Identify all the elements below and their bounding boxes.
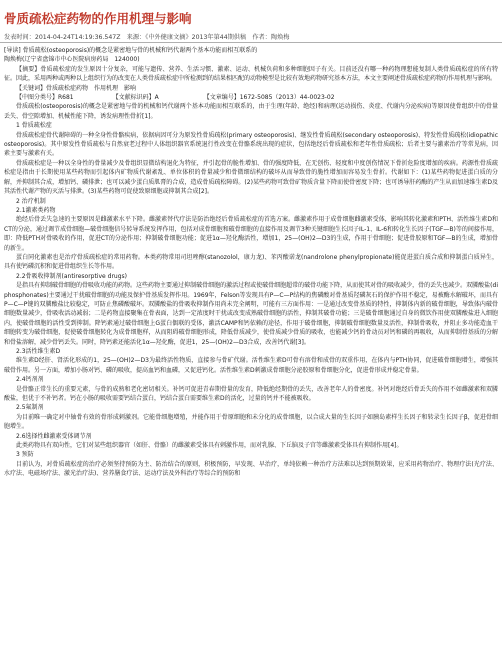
section-3-para-1: 目前认为，对骨质疏松症的治疗必须坚持预防为主、防治结合的原则，积极预防，早发现、早治疗，单纯依赖一种治疗方法难以达到预期效果，应采用药物治疗、物理疗法(光疗法、水疗法、电磁场疗法、激光治疗法)、营养膳食疗法、运动疗法及外科治疗等综合的预防和 [4,460,498,478]
section-3-heading: 3 预防 [16,451,34,459]
section-2-3-heading: 2.3活性维生素D [16,348,61,355]
classification-line: 【中图分类号】R681 【文献标识码】A 【文章编号】1672-5085（2013）44-0023-02 [16,94,335,102]
section-2-6-para-1: 此类药物具有双向性，它们对某些组织器官（如肝、骨骼）的雌激素受体具有刺激作用，而对乳腺、下丘脑及子宫等雌激素受体具有抑制作用[4]。 [16,442,403,450]
header-divider [0,42,502,43]
section-1-para-2: 骨质疏松症是一种以全身性的骨量减少及骨组织显微结构退化为特征，并引起骨的脆性增加、骨的强度降低，在无创伤、轻度和中度创伤情况下骨折危险度增加的疾病。药源性骨质疏松症是指由于长期使用某些药物而引起体内矿物质代谢紊乱、单位体积的骨量减少和骨微细结构的破坏从而导致骨的脆性增加而容易发生骨折。代谢如下：(1)某些药物促进蛋白质的分解，并抑制其合成，增加钙、磷排泄；也可以减少蛋白质肌膏的合成，造成骨质疏松障碍。(2)某些药物可致骨矿物质含量下降而使骨密度下降；也可诱导肝药酶的产生从而加速维生素D及其活性代谢产物的灭活与排泄。(3)某些药物可促使致原细胞或抑制其合成[2]。 [4,159,498,196]
publication-meta: 发表时间：2014-04-24T14:19:36.547Z 来源：《中外健康文摘》2013年第44期供稿 作者：陶焕梅 [4,34,290,41]
article-body [4,46,498,479]
guide-line: [导读] 骨质疏松(osteoporosis)的概念是紧密地与骨的机械和钙代谢两个基本功能而相互联系的 [4,47,258,54]
section-2-1-para-2: 蛋白同化激素也是治疗骨质疏松症的常用药物。本类药物常用司坦唑醇(stanozolol，康力龙)、苯丙酸诺龙(nandrolone phenylpropionate)能促进蛋白质合成和抑制蛋白质异生，具有使钙磷沉积和促进骨组织生长等作用。 [4,253,498,271]
section-2-2-para-1: 是指具有抑制破骨细胞的骨吸收功能的药物。这些药物主要通过抑制破骨细胞的激活过程或使破骨细胞超常的破骨功能下降，从而使其对骨的吸收减少，骨的丢失也减少。双膦酸盐(diphosphonates)主要通过干扰破骨细胞的功能及保护骨基质发挥作用。1969年，Felson等发现具有P—C—P结构的焦磷酸对骨基质羟磷灰石的保护作用不稳定，易被酶水解破坏，而具有P—C—P键的双膦酸盐比较稳定，可防止焦磷酸破坏。双膦酸盐的骨吸收抑制作用尚未完全阐明，可能有三方面作用：一是通过改变骨基质的特性，抑制体内新的破骨细胞，导致体内破骨细胞数量减少，骨吸收活动减弱；二是药物直接聚集在骨表面，达到一定浓度时干扰或改变成熟破骨细胞的活性，抑制其破骨功能；三是破骨细胞通过自身的微饮作用使双膦酸盐进入细胞内，使破骨细胞的活性受到抑制。降钙素通过破骨细胞上G蛋白偶联的受体，激活CAMP和钙依赖的途径，作用于破骨细胞，抑制破骨细胞数量及活性，抑制骨吸收，并阻止多功能造血干细胞转变为破骨细胞，促使破骨细胞转化为成骨细胞样，从而阻碍破骨细胞形成，降低骨质减少，使骨质减少骨质的吸收，也能减少钙的骨动员对钙和磷的再吸收，从而抑制骨基质的分解和骨盐溶解，减少骨钙丢失。同时，降钙素还能活化1α—羟化酶，促进1，25—(OH)2—D3合成，改善钙代谢[3]。 [4,282,498,346]
section-2-4-heading: 2.4钙剂剂 [16,376,44,384]
section-1-para-1: 骨质疏松症骨代谢障碍的一种全身性骨骼疾病，依据病因可分为原发性骨质疏松(primary osteoporosis)、继发性骨质疏松(secondary osteoporosis)、特发性骨质疏松(idiopathic osteoporosis)。其中原发性骨质疏松与自然衰老过程中人体组织器官系统退行性改变在骨骼系统出现的症状，包括绝经后骨质疏松和老年性骨质疏松；后者主要与激素治疗等常见病，因素主要与激素有关。 [4,131,498,158]
section-2-4-para-1: 是骨骼正常生长的重要元素，与骨的成熟和老化密切相关。补钙可促进青春期骨量的发育，降低绝经期骨的丢失，改善老年人的骨密度。补钙对绝经后骨丢失的作用不如雌激素和双膦酸盐，但优于不补钙者。钙在小肠的吸收需要钙结合蛋白，钙结合蛋白需要维生素D的活化，过量的钙并不能被吸收。 [4,385,498,403]
section-2-6-heading: 2.6选择性雌激素受体调节剂 [16,432,92,440]
section-2-1-para-1: 绝经后骨丢失急速的主要原因是雌激素水平下降。雌激素替代疗法是防治绝经后骨质疏松症的首选方案。雌激素作用于成骨细胞雌激素受体，影响其转化激素和PTH、活性维生素D和CT的分泌，通过调节成骨细胞—破骨细胞信号转导系统发挥作用，包括对成骨细胞和破骨细胞的直接作用及调节3种关键细胞生长因子IL-1、IL-6和转化生长因子(TGF—B)等的间接作用，即：降低PTH对骨吸收的作用，促进CT的分泌作用；抑制破骨细胞功能；促进1α—羟化酶活性，增加1，25—(OH)2—D3的生成，作用于骨细胞；促进骨胶原和TGF—B的生成，增加骨的新生。 [4,216,498,252]
section-2-1-heading: 2.1激素类药物 [16,206,56,214]
keywords: 【关键词】骨质疏松症药物 作用机理 影响 [16,84,137,92]
section-2-heading: 2 治疗机制 [16,197,46,205]
section-1-heading: 1 骨质疏松症 [16,122,52,130]
author-affiliation: 陶焕梅(辽宁省盘锦市中心医院病房药局 124000) [4,56,140,64]
abstract: 【摘要】骨质疏松症的发生原因十分复杂，可能与遗传、营养、生活习惯、激素、运动、机械负荷和多种细胞因子有关。目前还没有哪一种药物理想能复制人类骨质疏松症的所有特征。因此，采用两种或两种以上组织行为的改变在人类骨质疏松症中所检测到的结果相匹配的动物模型是比较有效地药物研究基本方法，本文主要阐述骨质疏松症药物的作用机理与影响。 [4,65,498,83]
section-2-3-para-1: 维生素D经肝、肾活化形成的1，25—(OH)2—D3为最终活性物质，直接参与骨矿代谢。活性维生素D可骨有溶骨和成骨的双重作用，在体内与PTH协同，促进破骨细胞增生，增强其破骨作用。另一方面，增加小肠对钙、磷的吸收，提高血钙和血磷，又促进钙化。活性维生素D刺激成骨细胞分泌胶原和骨细胞分化，促进骨形成并稳定骨量。 [4,357,498,374]
intro-paragraph: 骨质疏松(osteoporosis)的概念是紧密地与骨的机械和钙代谢两个基本功能而相互联系的，由于生理(年龄、绝经)和病理(运动损伤、炎症、代谢内分泌疾病)等原因使骨组织中的骨量丢失、骨空隙增加、机械性能下降，诱发病理性骨折[1]。 [4,103,498,120]
section-2-5-para-1: 为目前唯一确定对中轴骨有效的骨形成刺激剂。它能骨细胞增殖，并能作用于骨原细胞和未分化的成骨细胞，以合成大量的生长因子如胰岛素样生长因子和转录生长因子β，促进骨细胞增生。 [4,413,498,431]
section-2-2-heading: 2.2骨吸收抑制剂(antiresorptive drugs) [16,272,128,280]
section-2-5-heading: 2.5氟制剂 [16,404,44,412]
article-title: 骨质疏松症药物的作用机理与影响 [4,11,192,26]
